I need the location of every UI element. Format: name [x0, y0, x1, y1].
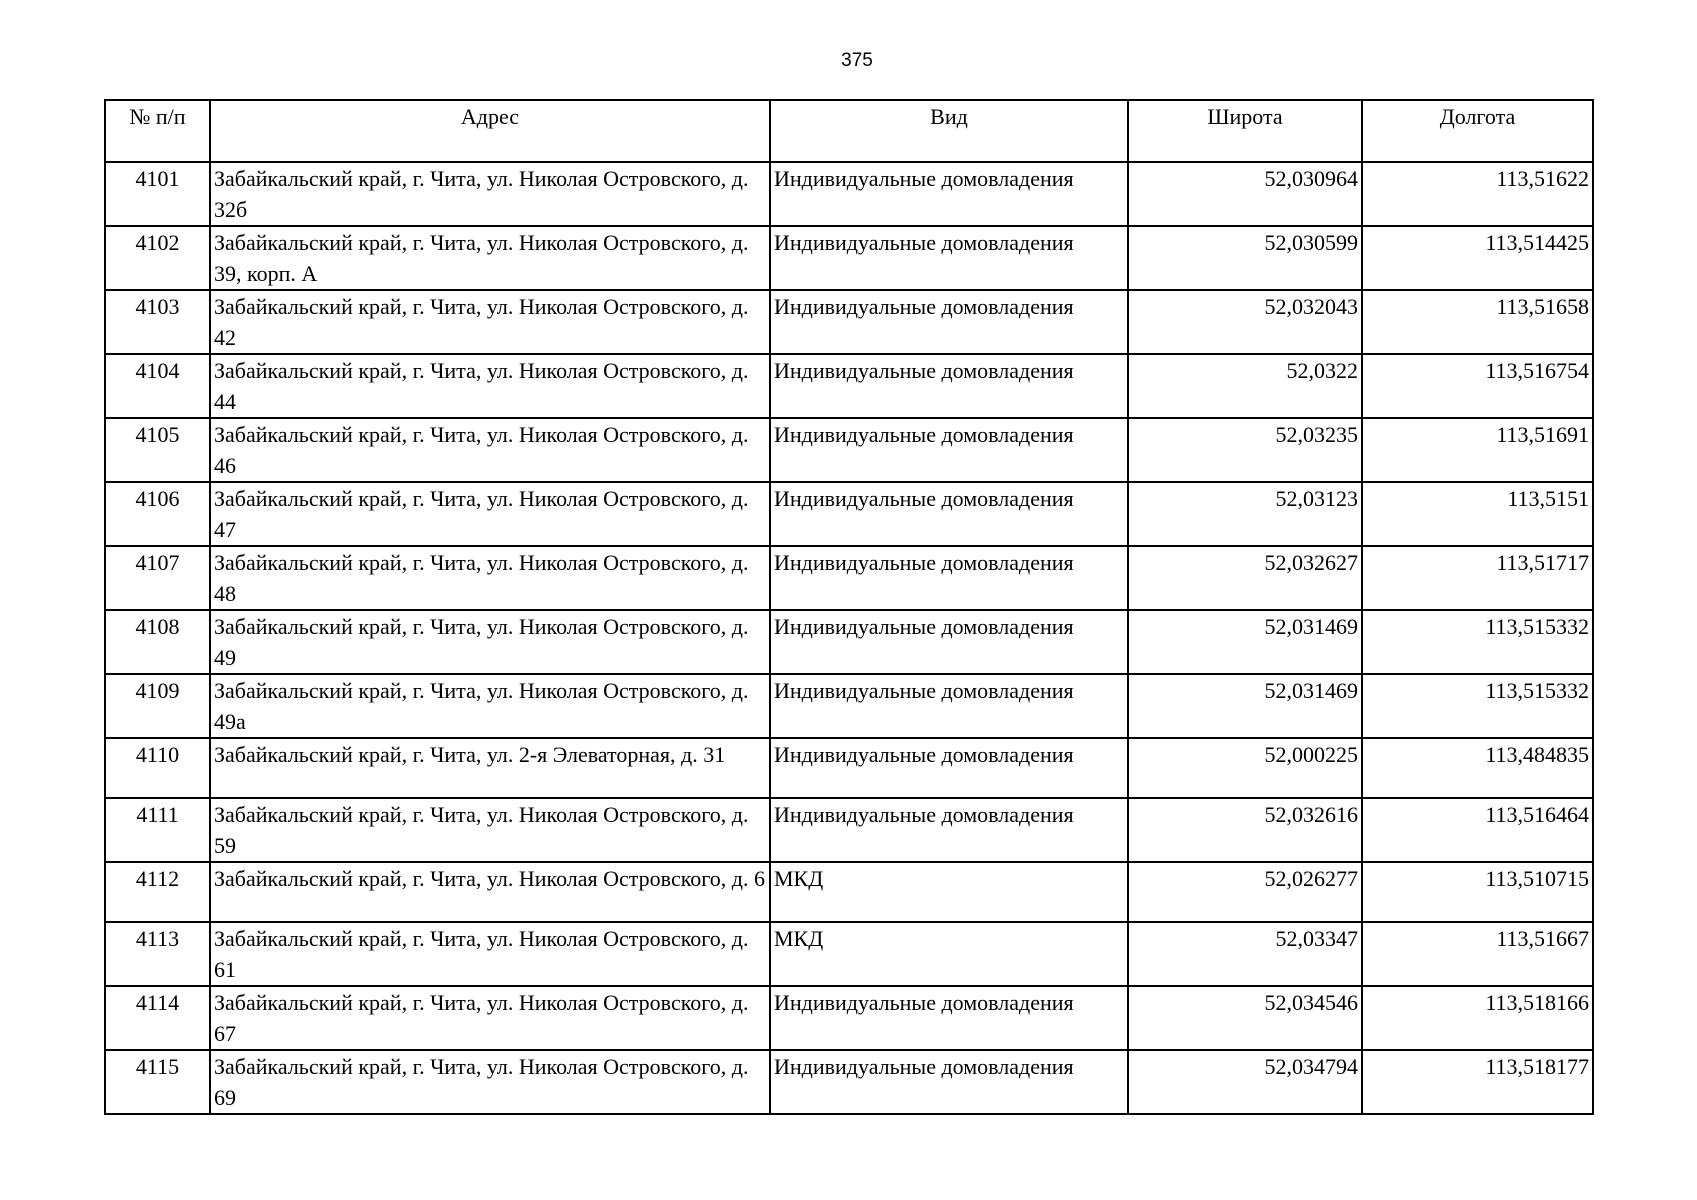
- header-lon: Долгота: [1362, 100, 1593, 162]
- cell-type: Индивидуальные домовладения: [770, 290, 1128, 354]
- cell-lat: 52,032043: [1128, 290, 1362, 354]
- cell-lon: 113,516754: [1362, 354, 1593, 418]
- cell-type: Индивидуальные домовладения: [770, 1050, 1128, 1114]
- header-type: Вид: [770, 100, 1128, 162]
- cell-lat: 52,032616: [1128, 798, 1362, 862]
- cell-lat: 52,03347: [1128, 922, 1362, 986]
- table-row: [105, 418, 1593, 482]
- cell-address: Забайкальский край, г. Чита, ул. Николая Островского, д. 49а: [210, 674, 770, 738]
- cell-type: Индивидуальные домовладения: [770, 798, 1128, 862]
- cell-lon: 113,514425: [1362, 226, 1593, 290]
- cell-lon: 113,515332: [1362, 674, 1593, 738]
- cell-address: Забайкальский край, г. Чита, ул. Николая Островского, д. 39, корп. А: [210, 226, 770, 290]
- cell-type: Индивидуальные домовладения: [770, 738, 1128, 798]
- cell-type: Индивидуальные домовладения: [770, 354, 1128, 418]
- cell-num: 4102: [105, 226, 210, 290]
- cell-address: Забайкальский край, г. Чита, ул. 2-я Элеваторная, д. 31: [210, 738, 770, 798]
- cell-type: Индивидуальные домовладения: [770, 986, 1128, 1050]
- cell-num: 4109: [105, 674, 210, 738]
- cell-address: Забайкальский край, г. Чита, ул. Николая Островского, д. 47: [210, 482, 770, 546]
- table-row: [105, 1050, 1593, 1114]
- cell-lat: 52,031469: [1128, 674, 1362, 738]
- cell-lat: 52,032627: [1128, 546, 1362, 610]
- cell-address: Забайкальский край, г. Чита, ул. Николая Островского, д. 46: [210, 418, 770, 482]
- cell-num: 4105: [105, 418, 210, 482]
- cell-lat: 52,031469: [1128, 610, 1362, 674]
- cell-lon: 113,518177: [1362, 1050, 1593, 1114]
- cell-address: Забайкальский край, г. Чита, ул. Николая Островского, д. 69: [210, 1050, 770, 1114]
- cell-address: Забайкальский край, г. Чита, ул. Николая Островского, д. 42: [210, 290, 770, 354]
- table-row: [105, 162, 1593, 226]
- cell-lon: 113,51622: [1362, 162, 1593, 226]
- table-row: [105, 798, 1593, 862]
- cell-num: 4115: [105, 1050, 210, 1114]
- cell-type: Индивидуальные домовладения: [770, 674, 1128, 738]
- header-lat: Широта: [1128, 100, 1362, 162]
- cell-lat: 52,0322: [1128, 354, 1362, 418]
- cell-lat: 52,000225: [1128, 738, 1362, 798]
- cell-lon: 113,510715: [1362, 862, 1593, 922]
- cell-lon: 113,516464: [1362, 798, 1593, 862]
- cell-address: Забайкальский край, г. Чита, ул. Николая Островского, д. 44: [210, 354, 770, 418]
- cell-num: 4114: [105, 986, 210, 1050]
- cell-type: Индивидуальные домовладения: [770, 482, 1128, 546]
- cell-address: Забайкальский край, г. Чита, ул. Николая Островского, д. 59: [210, 798, 770, 862]
- cell-num: 4112: [105, 862, 210, 922]
- table-row: [105, 986, 1593, 1050]
- cell-address: Забайкальский край, г. Чита, ул. Николая Островского, д. 61: [210, 922, 770, 986]
- cell-num: 4113: [105, 922, 210, 986]
- cell-num: 4101: [105, 162, 210, 226]
- cell-lon: 113,51717: [1362, 546, 1593, 610]
- cell-address: Забайкальский край, г. Чита, ул. Николая Островского, д. 32б: [210, 162, 770, 226]
- header-row: [105, 100, 1593, 162]
- cell-type: Индивидуальные домовладения: [770, 162, 1128, 226]
- table-row: [105, 290, 1593, 354]
- cell-type: МКД: [770, 862, 1128, 922]
- cell-lat: 52,030599: [1128, 226, 1362, 290]
- table-row: [105, 482, 1593, 546]
- cell-address: Забайкальский край, г. Чита, ул. Николая Островского, д. 48: [210, 546, 770, 610]
- cell-lat: 52,034546: [1128, 986, 1362, 1050]
- cell-lon: 113,51691: [1362, 418, 1593, 482]
- cell-type: Индивидуальные домовладения: [770, 226, 1128, 290]
- table-row: [105, 610, 1593, 674]
- header-address: Адрес: [210, 100, 770, 162]
- cell-num: 4104: [105, 354, 210, 418]
- cell-lat: 52,034794: [1128, 1050, 1362, 1114]
- cell-lat: 52,03235: [1128, 418, 1362, 482]
- table-header: [105, 100, 1593, 162]
- table-body: [105, 162, 1593, 1114]
- cell-num: 4108: [105, 610, 210, 674]
- cell-address: Забайкальский край, г. Чита, ул. Николая Островского, д. 6: [210, 862, 770, 922]
- table-row: [105, 546, 1593, 610]
- table-row: [105, 738, 1593, 798]
- cell-address: Забайкальский край, г. Чита, ул. Николая Островского, д. 67: [210, 986, 770, 1050]
- table-row: [105, 922, 1593, 986]
- table-row: [105, 862, 1593, 922]
- data-table: [104, 99, 1594, 1115]
- header-num: № п/п: [105, 100, 210, 162]
- cell-num: 4110: [105, 738, 210, 798]
- cell-type: МКД: [770, 922, 1128, 986]
- cell-num: 4106: [105, 482, 210, 546]
- cell-lat: 52,03123: [1128, 482, 1362, 546]
- cell-lon: 113,5151: [1362, 482, 1593, 546]
- cell-lon: 113,51658: [1362, 290, 1593, 354]
- table-row: [105, 354, 1593, 418]
- table-row: [105, 226, 1593, 290]
- cell-type: Индивидуальные домовладения: [770, 610, 1128, 674]
- cell-lon: 113,484835: [1362, 738, 1593, 798]
- cell-num: 4103: [105, 290, 210, 354]
- cell-lat: 52,030964: [1128, 162, 1362, 226]
- cell-num: 4111: [105, 798, 210, 862]
- cell-lon: 113,518166: [1362, 986, 1593, 1050]
- cell-lat: 52,026277: [1128, 862, 1362, 922]
- cell-address: Забайкальский край, г. Чита, ул. Николая Островского, д. 49: [210, 610, 770, 674]
- cell-type: Индивидуальные домовладения: [770, 418, 1128, 482]
- page-number: 375: [841, 50, 873, 71]
- cell-num: 4107: [105, 546, 210, 610]
- cell-lon: 113,51667: [1362, 922, 1593, 986]
- table-row: [105, 674, 1593, 738]
- cell-type: Индивидуальные домовладения: [770, 546, 1128, 610]
- cell-lon: 113,515332: [1362, 610, 1593, 674]
